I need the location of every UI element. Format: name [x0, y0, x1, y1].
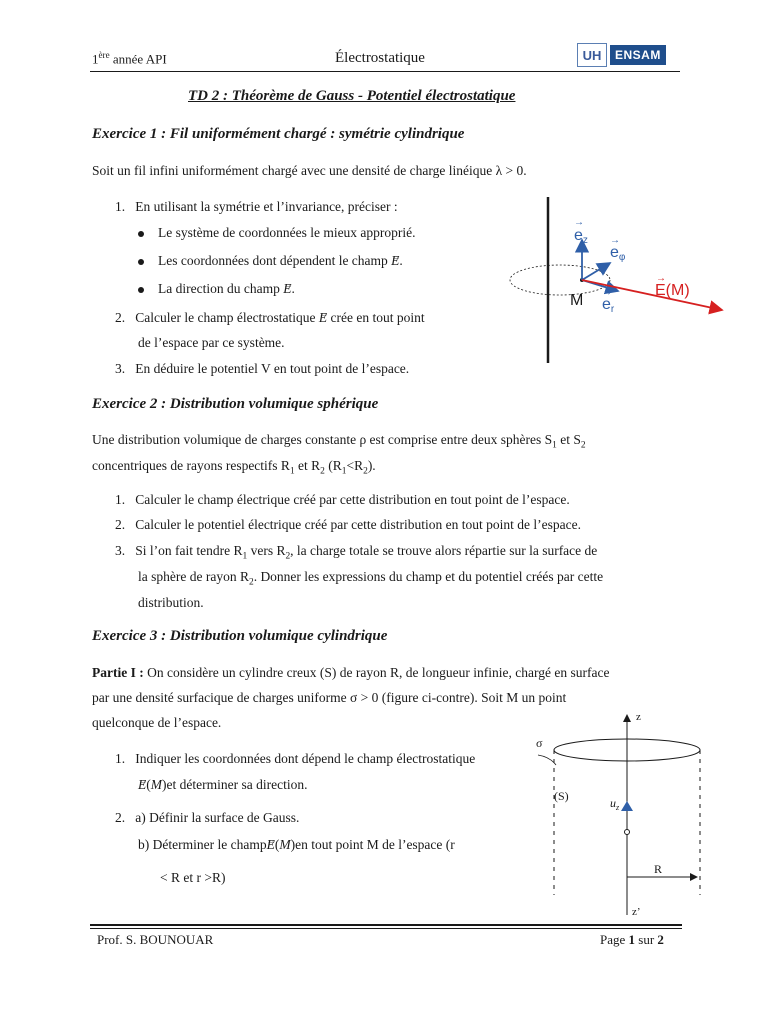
ex2-q2: 2. Calculer le potentiel électrique créé par cette distribution en tout point de l’espace.	[115, 517, 581, 532]
er-label: er	[602, 296, 615, 315]
institution-logo	[577, 43, 666, 67]
em-label: E(M)	[655, 282, 690, 299]
ex2-q3-line2: la sphère de rayon $R_2$. Donner les expressions du champ et du potentiel créés par cette	[138, 569, 604, 588]
uz-arrow	[621, 801, 633, 811]
bullet-icon	[138, 231, 144, 237]
ex3-part-line3: quelconque de l’espace.	[92, 715, 222, 730]
sigma-leader	[538, 755, 556, 765]
header-rule	[90, 71, 680, 72]
ex3-q1: 1. Indiquer les coordonnées dont dépend le champ électrostatique	[115, 751, 476, 766]
doc-title: TD 2 : Théorème de Gauss - Potentiel électrostatique	[188, 88, 516, 104]
ephi-label: eφ	[610, 244, 626, 263]
ex3-q2a: 2. a) Définir la surface de Gauss.	[115, 810, 300, 825]
er-vec-arrow: →	[602, 287, 612, 298]
ex3-q2b: b) Déterminer le champ→ E(M)en tout point M de l’espace (r	[138, 832, 455, 858]
ex3-q1-line2: → E(M)et déterminer sa direction.	[138, 772, 307, 798]
ex2-q1: 1. Calculer le champ électrique créé par cette distribution en tout point de l’espace.	[115, 492, 570, 507]
header-year: 1ère année API	[92, 50, 167, 67]
z-label: z	[636, 711, 641, 723]
r-label: R	[654, 862, 663, 876]
footer-rule-thick	[90, 924, 682, 926]
ex3-q2b-line2: < R et r >R)	[160, 870, 226, 885]
ex1-bullet-3: La direction du champ → E.	[138, 276, 295, 302]
em-vec-arrow: →	[656, 273, 666, 284]
exercise-1-heading: Exercice 1 : Fil uniformément chargé : symétrie cylindrique	[92, 126, 465, 142]
ex1-bullet-2: Les coordonnées dont dépendent le champ → E.	[138, 248, 403, 274]
zp-label: z’	[632, 906, 641, 918]
ex1-q2-line2: de l’espace par ce système.	[138, 335, 285, 350]
footer-author: Prof. S. BOUNOUAR	[97, 932, 214, 947]
ensam-logo: ENSAM	[610, 45, 666, 65]
m-label: M	[570, 292, 584, 309]
ez-label: ez	[574, 227, 588, 246]
bullet-icon	[138, 287, 144, 293]
footer-rule-thin	[90, 928, 682, 929]
wire-figure	[500, 195, 730, 370]
ex2-q3-line3: distribution.	[138, 595, 204, 610]
exercise-3-heading: Exercice 3 : Distribution volumique cylindrique	[92, 628, 388, 644]
ex3-part-line2: par une densité surfacique de charges uniforme σ > 0 (figure ci-contre). Soit M un point	[92, 690, 567, 705]
ex2-q3: 3. Si l’on fait tendre $R_1$ vers $R_2$, la charge totale se trouve alors répartie sur la surface de	[115, 543, 598, 562]
header-course: Électrostatique	[335, 50, 425, 66]
ex1-q1: 1. En utilisant la symétrie et l’invariance, préciser :	[115, 199, 398, 214]
ex1-q2: 2. Calculer le champ électrostatique → E crée en tout point	[115, 305, 425, 331]
cylinder-circle	[510, 265, 610, 295]
s-label: (S)	[554, 789, 569, 803]
footer-page: Page 1 sur 2	[600, 932, 664, 947]
ex1-bullet-1: Le système de coordonnées le mieux approprié.	[138, 220, 416, 246]
cylinder-figure	[500, 705, 725, 920]
ephi-arrow	[582, 263, 610, 280]
uh-logo: UH	[577, 43, 607, 67]
uz-label: $u_z$	[610, 796, 620, 812]
ex3-part-line1: Partie I : On considère un cylindre creux (S) de rayon R, de longueur infinie, chargé en surface	[92, 665, 610, 680]
bullet-icon	[138, 259, 144, 265]
sigma-label: σ	[536, 736, 543, 750]
exercise-2-intro-2: concentriques de rayons respectifs $R_1$ et $R_2$ $(R_1<R_2)$.	[92, 458, 376, 477]
exercise-2-heading: Exercice 2 : Distribution volumique sphérique	[92, 396, 379, 412]
exercise-2-intro-1: Une distribution volumique de charges constante ρ est comprise entre deux sphères $S_1$ et $S_2$	[92, 432, 586, 451]
ex1-q3: 3. En déduire le potentiel V en tout point de l’espace.	[115, 361, 410, 376]
point-m-ring	[625, 830, 630, 835]
exercise-1-intro: Soit un fil infini uniformément chargé avec une densité de charge linéique λ > 0.	[92, 163, 527, 178]
ephi-vec-arrow: →	[610, 235, 620, 246]
ez-vec-arrow: →	[574, 217, 584, 228]
